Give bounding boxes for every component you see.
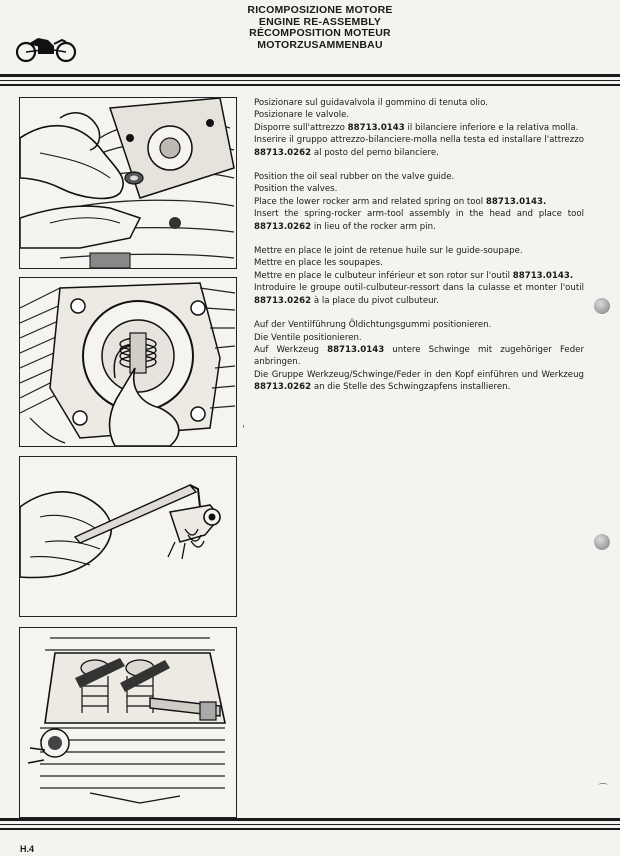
instruction-line: Disporre sull'attrezzo 88713.0143 il bilanciere inferiore e la relativa molla. (254, 122, 579, 133)
header-rule-second (0, 84, 620, 86)
tool-code: 88713.0143 (347, 122, 405, 133)
footer-rule-thick (0, 818, 620, 821)
instruction-line: Mettre en place les soupapes. (254, 258, 383, 269)
title-french: RÉCOMPOSITION MOTEUR (249, 27, 391, 39)
instruction-line: Inserire il gruppo attrezzo-bilanciere-molla nella testa ed installare l'attrezzo 88713.0262 al posto del perno bilanciere. (254, 135, 584, 158)
page-number: H.4 (20, 844, 35, 854)
title-english: ENGINE RE-ASSEMBLY (258, 15, 382, 28)
instruction-line: Mettre en place le joint de retenue huile sur le guide-soupape. (254, 246, 523, 257)
brand-logo (14, 32, 78, 64)
tool-code: 88713.0262 (254, 147, 312, 158)
title-german: MOTORZUSAMMENBAU (257, 38, 383, 51)
instruction-line: Die Ventile positionieren. (254, 332, 362, 343)
instructions-german (254, 319, 584, 393)
instruction-line: Auf Werkzeug 88713.0143 untere Schwinge mit zugehöriger Feder anbringen. (254, 344, 584, 368)
figure-oil-seal (19, 97, 237, 269)
figure-rocker-tool (19, 456, 237, 617)
instruction-line: Mettre en place le culbuteur inférieur et son rotor sur l'outil 88713.0143. (254, 270, 574, 281)
instruction-line: Place the lower rocker arm and related spring on tool 88713.0143. (254, 196, 547, 207)
instruction-line: Posizionare sul guidavalvola il gommino di tenuta olio. (254, 98, 488, 108)
title-italian: RICOMPOSIZIONE MOTORE (247, 4, 393, 16)
figure-cylinder-head (19, 627, 237, 818)
instructions-french (254, 245, 584, 307)
binder-hole (594, 298, 610, 314)
footer-rule-thin (0, 824, 620, 825)
figure-valve-guide (19, 277, 237, 447)
footer-rule-second (0, 828, 620, 830)
tool-code: 88713.0262 (254, 295, 312, 306)
instruction-line: Insert the spring-rocker arm-tool assembly in the head and place tool 88713.0262 in lieu of the rocker arm pin. (254, 209, 584, 232)
tool-code: 88713.0143. (512, 270, 574, 281)
instruction-line: Auf der Ventilführung Öldichtungsgummi positionieren. (254, 320, 492, 331)
instructions-column (254, 97, 584, 406)
instruction-line: Position the oil seal rubber on the valve guide. (254, 172, 455, 183)
scan-mark: ' (242, 424, 245, 435)
instructions-english (254, 171, 584, 233)
header-rule-thin (0, 80, 620, 81)
binder-hole (594, 534, 610, 550)
instruction-line: Die Gruppe Werkzeug/Schwinge/Feder in den Kopf einführen und Werkzeug 88713.0262 an die Stelle des Schwingzapfens installieren. (254, 369, 584, 393)
tool-code: 88713.0143. (485, 196, 547, 207)
instruction-line: Position the valves. (254, 184, 338, 195)
scan-mark: ⌒ (598, 784, 608, 795)
tool-code: 88713.0262 (254, 221, 312, 232)
tool-code: 88713.0143 (327, 344, 385, 355)
tool-code: 88713.0262 (254, 382, 312, 393)
instruction-line: Introduire le groupe outil-culbuteur-ressort dans la culasse et monter l'outil 88713.0262 à la place du pivot culbuteur. (254, 283, 584, 306)
header-rule-thick (0, 74, 620, 77)
instruction-line: Posizionare le valvole. (254, 110, 350, 121)
instructions-italian (254, 97, 584, 159)
page-header (180, 5, 460, 51)
